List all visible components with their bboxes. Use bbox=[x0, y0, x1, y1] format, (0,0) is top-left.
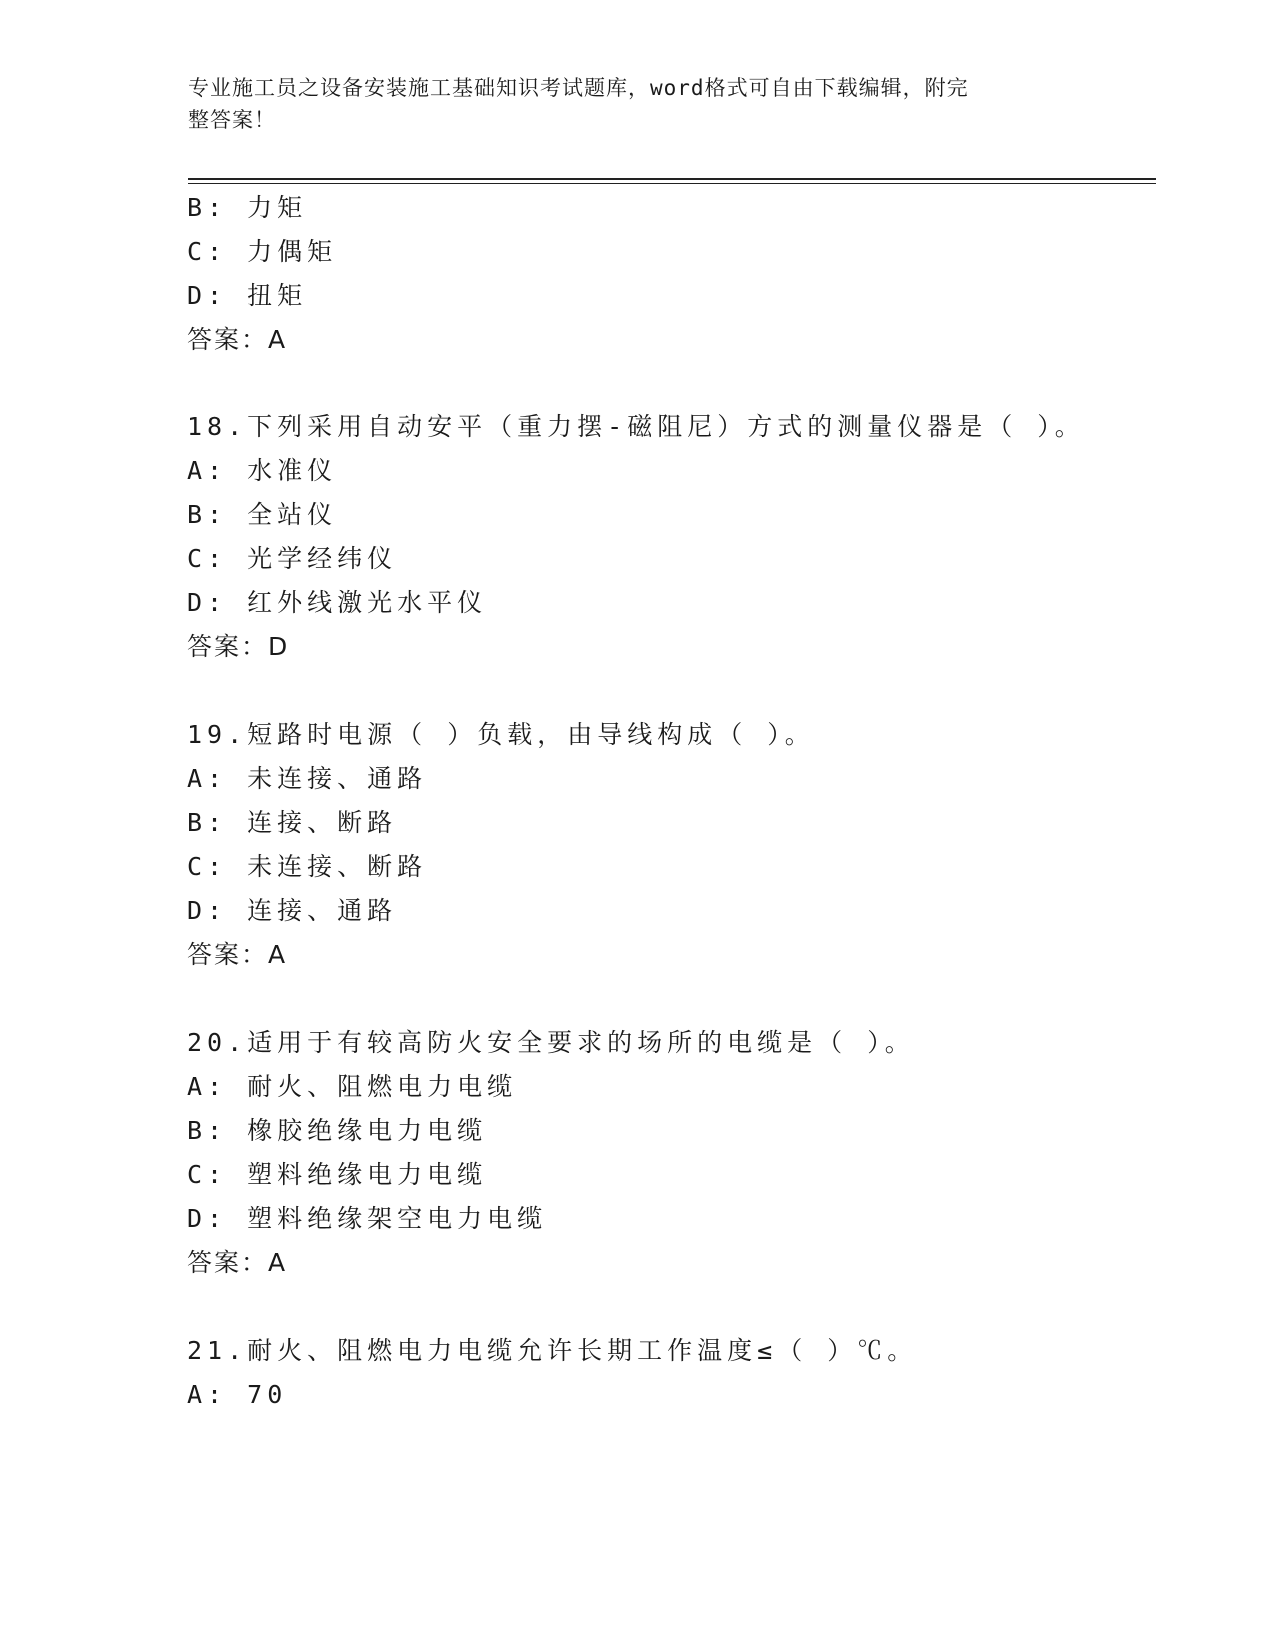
q18-answer: 答案：D bbox=[187, 632, 290, 661]
q20-answer: 答案：A bbox=[187, 1248, 288, 1277]
q19-option-b: B: 连接、断路 bbox=[187, 808, 398, 837]
q20-option-c: C: 塑料绝缘电力电缆 bbox=[187, 1160, 488, 1189]
q20-option-b: B: 橡胶绝缘电力电缆 bbox=[187, 1116, 488, 1145]
q18-option-d: D: 红外线激光水平仪 bbox=[187, 588, 488, 617]
q20-option-d: D: 塑料绝缘架空电力电缆 bbox=[187, 1204, 548, 1233]
q19-option-a: A: 未连接、通路 bbox=[187, 764, 428, 793]
q19-option-d: D: 连接、通路 bbox=[187, 896, 398, 925]
header-divider-thick bbox=[188, 178, 1156, 180]
q19-option-c: C: 未连接、断路 bbox=[187, 852, 428, 881]
q21-stem: 21.耐火、阻燃电力电缆允许长期工作温度≤（ ）℃。 bbox=[187, 1336, 918, 1365]
q18-stem: 18.下列采用自动安平（重力摆-磁阻尼）方式的测量仪器是（ ）。 bbox=[187, 412, 1085, 441]
q19-stem: 19.短路时电源（ ）负载，由导线构成（ ）。 bbox=[187, 720, 815, 749]
q17-answer: 答案：A bbox=[187, 325, 288, 354]
q18-option-c: C: 光学经纬仪 bbox=[187, 544, 398, 573]
q18-option-a: A: 水准仪 bbox=[187, 456, 338, 485]
header-line-1: 专业施工员之设备安装施工基础知识考试题库，word格式可自由下载编辑，附完 bbox=[188, 76, 969, 100]
q21-option-a: A: 70 bbox=[187, 1380, 288, 1409]
q18-option-b: B: 全站仪 bbox=[187, 500, 338, 529]
document-header bbox=[188, 72, 1068, 136]
q17-option-d: D: 扭矩 bbox=[187, 281, 308, 310]
q20-stem: 20.适用于有较高防火安全要求的场所的电缆是（ ）。 bbox=[187, 1028, 915, 1057]
header-divider-thin bbox=[188, 183, 1156, 184]
q19-answer: 答案：A bbox=[187, 940, 288, 969]
header-line-2: 整答案！ bbox=[188, 108, 276, 132]
q17-option-b: B: 力矩 bbox=[187, 193, 308, 222]
q20-option-a: A: 耐火、阻燃电力电缆 bbox=[187, 1072, 518, 1101]
q17-option-c: C: 力偶矩 bbox=[187, 237, 338, 266]
